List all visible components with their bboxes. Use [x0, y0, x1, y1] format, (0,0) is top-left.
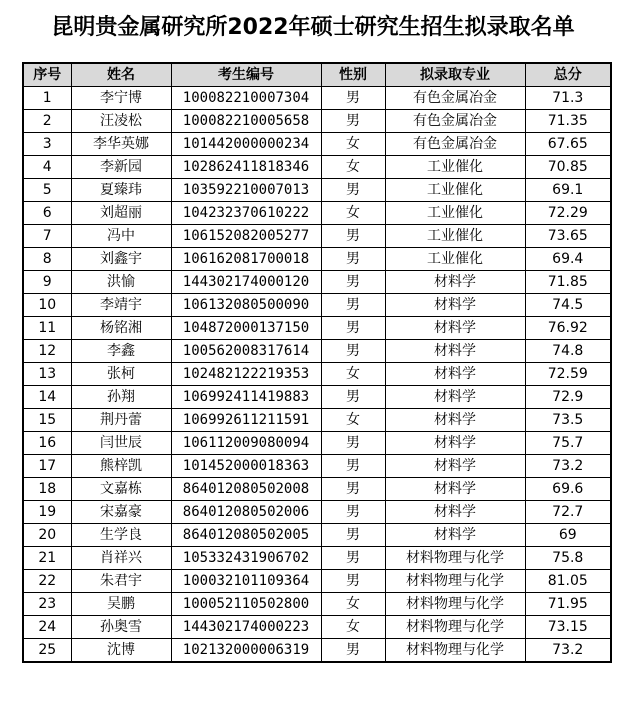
table-row — [23, 386, 611, 409]
student-name: 李华英娜 — [71, 133, 171, 156]
gender: 女 — [321, 202, 385, 225]
exam-id: 144302174000120 — [171, 271, 321, 294]
gender: 男 — [321, 570, 385, 593]
table-row — [23, 432, 611, 455]
major: 工业催化 — [385, 225, 525, 248]
exam-id: 103592210007013 — [171, 179, 321, 202]
total-score: 73.15 — [525, 616, 611, 639]
row-no: 3 — [23, 133, 71, 156]
row-no: 25 — [23, 639, 71, 663]
table-row — [23, 639, 611, 663]
student-name: 李新园 — [71, 156, 171, 179]
total-score: 70.85 — [525, 156, 611, 179]
total-score: 72.29 — [525, 202, 611, 225]
header-name: 姓名 — [71, 63, 171, 87]
total-score: 71.35 — [525, 110, 611, 133]
gender: 男 — [321, 271, 385, 294]
gender: 男 — [321, 547, 385, 570]
major: 工业催化 — [385, 248, 525, 271]
total-score: 69.1 — [525, 179, 611, 202]
major: 材料学 — [385, 501, 525, 524]
row-no: 16 — [23, 432, 71, 455]
gender: 男 — [321, 225, 385, 248]
student-name: 孙翔 — [71, 386, 171, 409]
row-no: 2 — [23, 110, 71, 133]
gender: 男 — [321, 87, 385, 110]
major: 材料学 — [385, 340, 525, 363]
total-score: 72.59 — [525, 363, 611, 386]
exam-id: 144302174000223 — [171, 616, 321, 639]
table-row — [23, 110, 611, 133]
total-score: 81.05 — [525, 570, 611, 593]
exam-id: 106152082005277 — [171, 225, 321, 248]
major: 材料物理与化学 — [385, 570, 525, 593]
major: 材料学 — [385, 294, 525, 317]
exam-id: 864012080502006 — [171, 501, 321, 524]
student-name: 孙奥雪 — [71, 616, 171, 639]
table-row — [23, 570, 611, 593]
gender: 男 — [321, 340, 385, 363]
student-name: 刘超丽 — [71, 202, 171, 225]
student-name: 李宁博 — [71, 87, 171, 110]
total-score: 76.92 — [525, 317, 611, 340]
total-score: 67.65 — [525, 133, 611, 156]
admission-table — [22, 62, 612, 663]
student-name: 汪凌松 — [71, 110, 171, 133]
student-name: 熊梓凯 — [71, 455, 171, 478]
row-no: 1 — [23, 87, 71, 110]
student-name: 沈博 — [71, 639, 171, 663]
student-name: 宋嘉豪 — [71, 501, 171, 524]
header-exam-id: 考生编号 — [171, 63, 321, 87]
exam-id: 864012080502005 — [171, 524, 321, 547]
student-name: 闫世辰 — [71, 432, 171, 455]
exam-id: 106112009080094 — [171, 432, 321, 455]
total-score: 72.9 — [525, 386, 611, 409]
exam-id: 102862411818346 — [171, 156, 321, 179]
table-header-row — [23, 63, 611, 87]
total-score: 71.95 — [525, 593, 611, 616]
student-name: 刘鑫宇 — [71, 248, 171, 271]
exam-id: 106132080500090 — [171, 294, 321, 317]
table-row — [23, 501, 611, 524]
gender: 男 — [321, 501, 385, 524]
table-row — [23, 616, 611, 639]
row-no: 24 — [23, 616, 71, 639]
total-score: 75.7 — [525, 432, 611, 455]
row-no: 9 — [23, 271, 71, 294]
student-name: 肖祥兴 — [71, 547, 171, 570]
exam-id: 101442000000234 — [171, 133, 321, 156]
total-score: 74.8 — [525, 340, 611, 363]
major: 材料物理与化学 — [385, 593, 525, 616]
table-row — [23, 593, 611, 616]
student-name: 文嘉栋 — [71, 478, 171, 501]
gender: 男 — [321, 317, 385, 340]
major: 材料学 — [385, 386, 525, 409]
exam-id: 864012080502008 — [171, 478, 321, 501]
major: 材料学 — [385, 524, 525, 547]
row-no: 15 — [23, 409, 71, 432]
gender: 男 — [321, 110, 385, 133]
row-no: 10 — [23, 294, 71, 317]
gender: 女 — [321, 409, 385, 432]
exam-id: 100082210005658 — [171, 110, 321, 133]
table-row — [23, 271, 611, 294]
major: 工业催化 — [385, 202, 525, 225]
row-no: 14 — [23, 386, 71, 409]
table-row — [23, 248, 611, 271]
row-no: 4 — [23, 156, 71, 179]
total-score: 72.7 — [525, 501, 611, 524]
major: 材料学 — [385, 317, 525, 340]
exam-id: 101452000018363 — [171, 455, 321, 478]
major: 材料学 — [385, 363, 525, 386]
exam-id: 106992411419883 — [171, 386, 321, 409]
gender: 男 — [321, 179, 385, 202]
major: 有色金属冶金 — [385, 87, 525, 110]
table-row — [23, 202, 611, 225]
row-no: 7 — [23, 225, 71, 248]
table-row — [23, 179, 611, 202]
total-score: 69 — [525, 524, 611, 547]
table-row — [23, 87, 611, 110]
exam-id: 100032101109364 — [171, 570, 321, 593]
total-score: 71.3 — [525, 87, 611, 110]
table-row — [23, 317, 611, 340]
table-row — [23, 455, 611, 478]
gender: 男 — [321, 432, 385, 455]
table-body — [23, 87, 611, 663]
gender: 女 — [321, 133, 385, 156]
exam-id: 100052110502800 — [171, 593, 321, 616]
gender: 男 — [321, 248, 385, 271]
major: 材料物理与化学 — [385, 616, 525, 639]
total-score: 73.65 — [525, 225, 611, 248]
gender: 男 — [321, 455, 385, 478]
total-score: 71.85 — [525, 271, 611, 294]
row-no: 19 — [23, 501, 71, 524]
table-row — [23, 156, 611, 179]
table-row — [23, 225, 611, 248]
table-row — [23, 133, 611, 156]
gender: 女 — [321, 156, 385, 179]
page-title: 昆明贵金属研究所2022年硕士研究生招生拟录取名单 — [51, 15, 575, 40]
row-no: 6 — [23, 202, 71, 225]
exam-id: 105332431906702 — [171, 547, 321, 570]
exam-id: 100562008317614 — [171, 340, 321, 363]
major: 材料学 — [385, 478, 525, 501]
row-no: 23 — [23, 593, 71, 616]
gender: 男 — [321, 639, 385, 663]
exam-id: 102482122219353 — [171, 363, 321, 386]
gender: 男 — [321, 524, 385, 547]
major: 材料学 — [385, 432, 525, 455]
student-name: 冯中 — [71, 225, 171, 248]
major: 材料物理与化学 — [385, 639, 525, 663]
student-name: 李鑫 — [71, 340, 171, 363]
row-no: 13 — [23, 363, 71, 386]
row-no: 12 — [23, 340, 71, 363]
header-score: 总分 — [525, 63, 611, 87]
total-score: 74.5 — [525, 294, 611, 317]
student-name: 荆丹蕾 — [71, 409, 171, 432]
major: 材料物理与化学 — [385, 547, 525, 570]
header-major: 拟录取专业 — [385, 63, 525, 87]
student-name: 吴鹏 — [71, 593, 171, 616]
table-row — [23, 363, 611, 386]
row-no: 11 — [23, 317, 71, 340]
exam-id: 106992611211591 — [171, 409, 321, 432]
student-name: 杨铭湘 — [71, 317, 171, 340]
major: 材料学 — [385, 409, 525, 432]
header-no: 序号 — [23, 63, 71, 87]
table-row — [23, 340, 611, 363]
student-name: 李靖宇 — [71, 294, 171, 317]
exam-id: 104232370610222 — [171, 202, 321, 225]
gender: 女 — [321, 363, 385, 386]
row-no: 22 — [23, 570, 71, 593]
student-name: 张柯 — [71, 363, 171, 386]
header-gender: 性别 — [321, 63, 385, 87]
major: 材料学 — [385, 271, 525, 294]
row-no: 18 — [23, 478, 71, 501]
gender: 男 — [321, 478, 385, 501]
total-score: 69.6 — [525, 478, 611, 501]
total-score: 69.4 — [525, 248, 611, 271]
row-no: 5 — [23, 179, 71, 202]
student-name: 夏臻玮 — [71, 179, 171, 202]
total-score: 73.2 — [525, 455, 611, 478]
table-row — [23, 547, 611, 570]
row-no: 8 — [23, 248, 71, 271]
gender: 女 — [321, 593, 385, 616]
row-no: 17 — [23, 455, 71, 478]
student-name: 生学良 — [71, 524, 171, 547]
major: 工业催化 — [385, 179, 525, 202]
gender: 男 — [321, 294, 385, 317]
gender: 女 — [321, 616, 385, 639]
major: 有色金属冶金 — [385, 110, 525, 133]
total-score: 73.5 — [525, 409, 611, 432]
major: 工业催化 — [385, 156, 525, 179]
row-no: 21 — [23, 547, 71, 570]
row-no: 20 — [23, 524, 71, 547]
major: 有色金属冶金 — [385, 133, 525, 156]
total-score: 73.2 — [525, 639, 611, 663]
total-score: 75.8 — [525, 547, 611, 570]
exam-id: 106162081700018 — [171, 248, 321, 271]
table-row — [23, 409, 611, 432]
table-row — [23, 478, 611, 501]
exam-id: 102132000006319 — [171, 639, 321, 663]
table-row — [23, 294, 611, 317]
student-name: 朱君宇 — [71, 570, 171, 593]
table-row — [23, 524, 611, 547]
exam-id: 100082210007304 — [171, 87, 321, 110]
gender: 男 — [321, 386, 385, 409]
student-name: 洪愉 — [71, 271, 171, 294]
major: 材料学 — [385, 455, 525, 478]
exam-id: 104872000137150 — [171, 317, 321, 340]
